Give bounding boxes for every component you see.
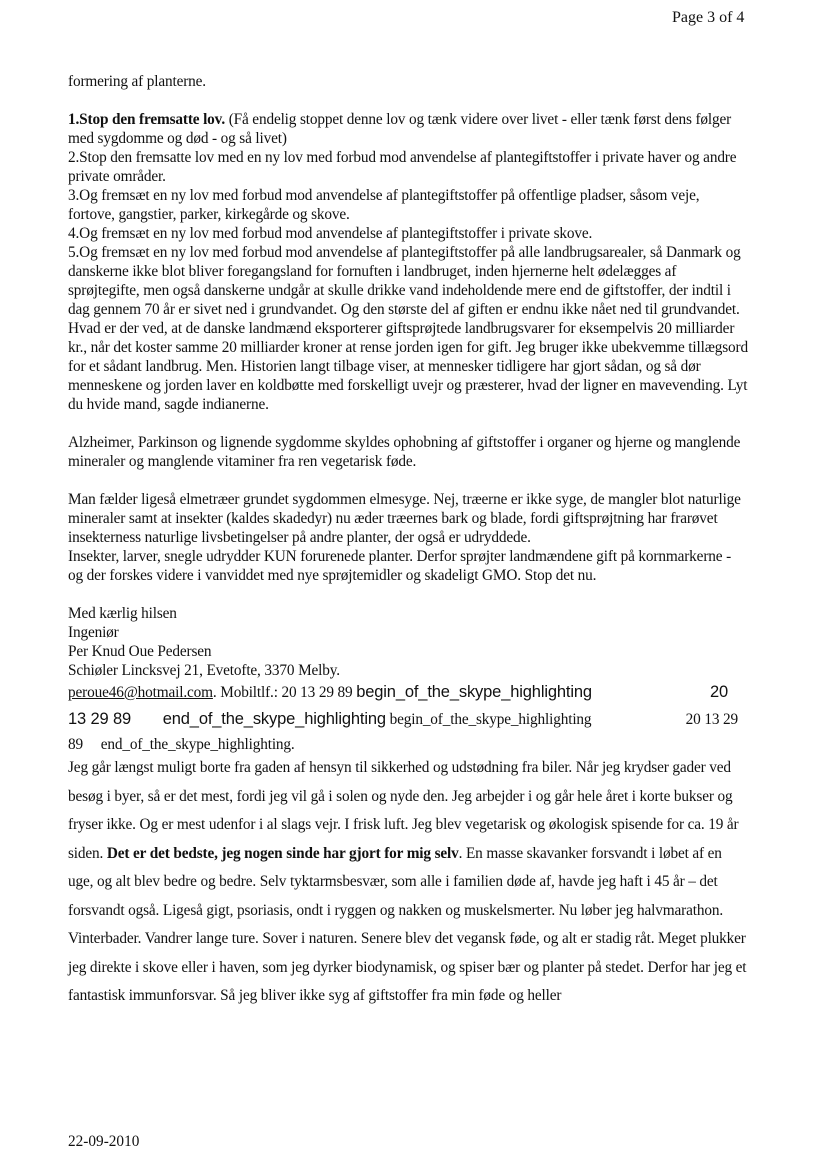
phone-part-b: 13 29 89 xyxy=(68,710,132,728)
contact-row-2 xyxy=(68,710,748,729)
paragraph-insects: Insekter, larver, snegle udrydder KUN forurenede planter. Derfor sprøjter landmændene gift på kornmarkerne - og der forskes videre i vanviddet med nye sprøjtemidler og skadeligt GMO. Stop det nu. xyxy=(68,548,732,584)
story-bold: Det er det bedste, jeg nogen sinde har gjort for mig selv xyxy=(106,844,459,862)
signature-address: Schiøler Lincksvej 21, Evetofte, 3370 Melby. xyxy=(68,662,340,679)
list-item-3: 3.Og fremsæt en ny lov med forbud mod anvendelse af plantegiftstoffer på offentlige pladser, såsom veje, fortove, gangstier, parker, kirkegårde og skove. xyxy=(68,187,700,223)
paragraph-elm: Man fælder ligeså elmetræer grundet sygdommen elmesyge. Nej, træerne er ikke syge, de mangler blot naturlige mineraler samt at insekter (kaldes skadedyr) nu æder træernes bark og blade, fordi giftsprøjtning har frarøvet insekterness naturlige livsbetingelser på andre planter, der også er udryddede. xyxy=(68,491,741,546)
email-link[interactable]: peroue46@hotmail.com xyxy=(68,684,213,701)
footer-date: 22-09-2010 xyxy=(68,1133,140,1150)
list-item-1-text: (Få endelig stoppet denne lov og tænk videre over livet - eller tænk først dens følger med sygdomme og død - og så livet) xyxy=(68,111,732,147)
story-text-1: Jeg går længst muligt borte fra gaden af hensyn til sikkerhed og udstødning fra biler. Når jeg krydser gader ved besøg i byer, så er det mest, fordi jeg vil gå i solen og nyde den. Jeg arbejder i og går hele året i korte bukser og fryser ikke. Og er mest udenfor i al slags vejr. I frisk luft. Jeg blev vegetarisk og økologisk spisende for ca. 19 år siden. xyxy=(68,759,739,862)
document-body xyxy=(68,72,748,1011)
story-text-2: . En masse skavanker forsvandt i løbet af en uge, og alt blev bedre og bedre. Selv tyktarmsbesvær, som alle i familien døde af, havde jeg haft i 45 år – det forsvandt også. Ligeså gigt, psoriasis, ondt i ryggen og nakken og muskelsmerter. Nu løber jeg halvmarathon. Vinterbader. Vandrer lange ture. Sover i naturen. Senere blev det vegansk føde, og alt er stadig råt. Meget plukker jeg direkte i skove eller i haven, som jeg dyrker biodynamisk, og spiser bær og planter på stedet. Derfor har jeg et fantastisk immunforsvar. Så jeg bliver ikke syg af giftstoffer fra min føde og heller xyxy=(68,844,747,1004)
skype-marker-end-1: end_of_the_skype_highlighting xyxy=(162,710,386,728)
signature-greeting: Med kærlig hilsen xyxy=(68,605,177,622)
list-item-2: 2.Stop den fremsatte lov med en ny lov med forbud mod anvendelse af plantegiftstoffer i private haver og andre private områder. xyxy=(68,149,737,185)
page-number: Page 3 of 4 xyxy=(672,9,745,26)
list-item-1 xyxy=(68,110,748,148)
signature-block xyxy=(68,604,748,680)
phone-part-c: 20 13 29 xyxy=(685,711,738,728)
story-paragraph xyxy=(68,754,748,1011)
mobile-label: . Mobiltlf.: 20 13 29 89 xyxy=(212,684,353,701)
signature-name: Per Knud Oue Pedersen xyxy=(68,643,212,660)
list-item-4: 4.Og fremsæt en ny lov med forbud mod anvendelse af plantegiftstoffer i private skove. xyxy=(68,225,593,242)
list-item-1-bold: 1.Stop den fremsatte lov. xyxy=(68,111,226,128)
intro-line: formering af planterne. xyxy=(68,73,206,90)
paragraph-alzheimer: Alzheimer, Parkinson og lignende sygdomme skyldes ophobning af giftstoffer i organer og hjerne og manglende mineraler og manglende vitaminer fra ren vegetarisk føde. xyxy=(68,434,741,470)
skype-marker-end-2: end_of_the_skype_highlighting. xyxy=(100,736,295,753)
contact-row-1 xyxy=(68,683,748,702)
phone-part-d: 89 xyxy=(68,736,83,753)
phone-part-a: 20 xyxy=(709,683,728,701)
skype-marker-begin-1: begin_of_the_skype_highlighting xyxy=(356,683,592,701)
list-item-5: 5.Og fremsæt en ny lov med forbud mod anvendelse af plantegiftstoffer på alle landbrugsarealer, så Danmark og danskerne ikke blot bliver foregangsland for fornuften i landbruget, inden hjernerne helt ødelægges af sprøjtegifte, men også danskerne undgår at skulle drikke vand indeholdende mere end de giftstoffer, der indtil i dag gennem 70 år er sivet ned i grundvandet. Og den største del af giften er endnu ikke nået ned til grundvandet. Hvad er der ved, at de danske landmænd eksporterer giftsprøjtede landbrugsvarer for eksempelvis 20 milliarder kr., når det koster samme 20 milliarder kroner at rense jorden igen for gift. Jeg bruger ikke ubekvemme tillægsord for et sådant landbrug. Men. Historien langt tilbage viser, at mennesker tidligere har gjort sådan, og så dør menneskene og jorden laver en koldbøtte med forskelligt uvejr og præsterer, hvad der ligner en mavevending. Lyt du hvide mand, sagde indianerne. xyxy=(68,244,748,413)
contact-row-3 xyxy=(68,735,748,754)
skype-marker-begin-2: begin_of_the_skype_highlighting xyxy=(389,711,592,728)
signature-title: Ingeniør xyxy=(68,624,119,641)
